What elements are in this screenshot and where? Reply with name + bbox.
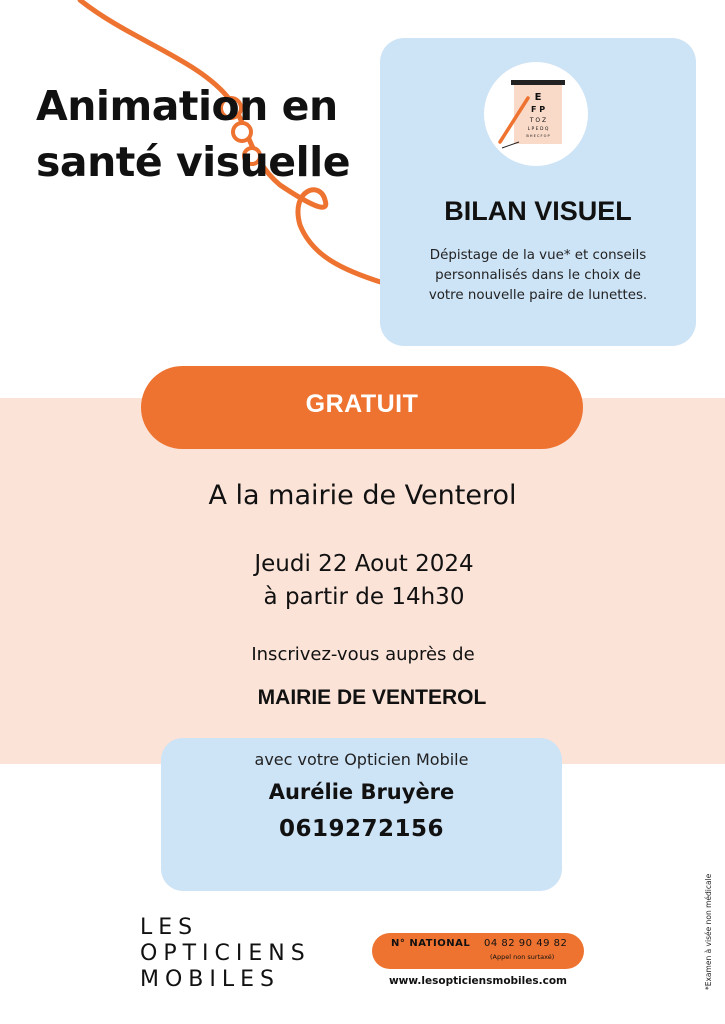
bilan-description xyxy=(400,246,676,306)
chart-row-1: E xyxy=(534,92,542,103)
bilan-desc-line-2: personnalisés dans le choix de xyxy=(435,268,641,283)
logo-line-2: OPTICIENS xyxy=(140,941,311,966)
national-label: N° NATIONAL xyxy=(391,938,471,949)
brand-logo xyxy=(140,915,311,993)
chart-row-4: L P E D Q xyxy=(527,127,549,132)
bilan-title: BILAN VISUEL xyxy=(444,196,632,226)
register-text: Inscrivez-vous auprès de xyxy=(251,644,475,665)
event-date xyxy=(0,548,725,614)
chart-row-2: F P xyxy=(530,105,546,114)
event-date-line-1: Jeudi 22 Aout 2024 xyxy=(254,551,474,577)
register-place: MAIRIE DE VENTEROL xyxy=(257,686,487,709)
optician-intro: avec votre Opticien Mobile xyxy=(254,750,469,769)
national-note: (Appel non surtaxé) xyxy=(490,953,555,961)
optician-phone[interactable]: 0619272156 xyxy=(278,816,445,842)
price-badge-label: GRATUIT xyxy=(305,390,419,418)
logo-line-1: LES xyxy=(140,915,199,940)
logo-line-3: MOBILES xyxy=(140,967,281,992)
title-line-1: Animation en xyxy=(36,82,338,130)
title-line-2: santé visuelle xyxy=(36,138,351,186)
event-venue: A la mairie de Venterol xyxy=(208,480,517,511)
optician-name: Aurélie Bruyère xyxy=(268,780,455,804)
website-link[interactable]: www.lesopticiensmobiles.com xyxy=(388,975,567,987)
eye-chart-icon xyxy=(484,62,588,166)
chart-row-3: T O Z xyxy=(529,117,547,124)
bilan-desc-line-3: votre nouvelle paire de lunettes. xyxy=(428,288,648,303)
footnote: *Examen à visée non médicale xyxy=(704,873,713,990)
national-number[interactable]: 04 82 90 49 82 xyxy=(484,938,568,949)
bilan-desc-line-1: Dépistage de la vue* et conseils xyxy=(429,248,647,263)
page-title xyxy=(36,78,350,190)
event-date-line-2: à partir de 14h30 xyxy=(263,584,465,610)
chart-row-5: B H E C F O P xyxy=(526,134,550,138)
